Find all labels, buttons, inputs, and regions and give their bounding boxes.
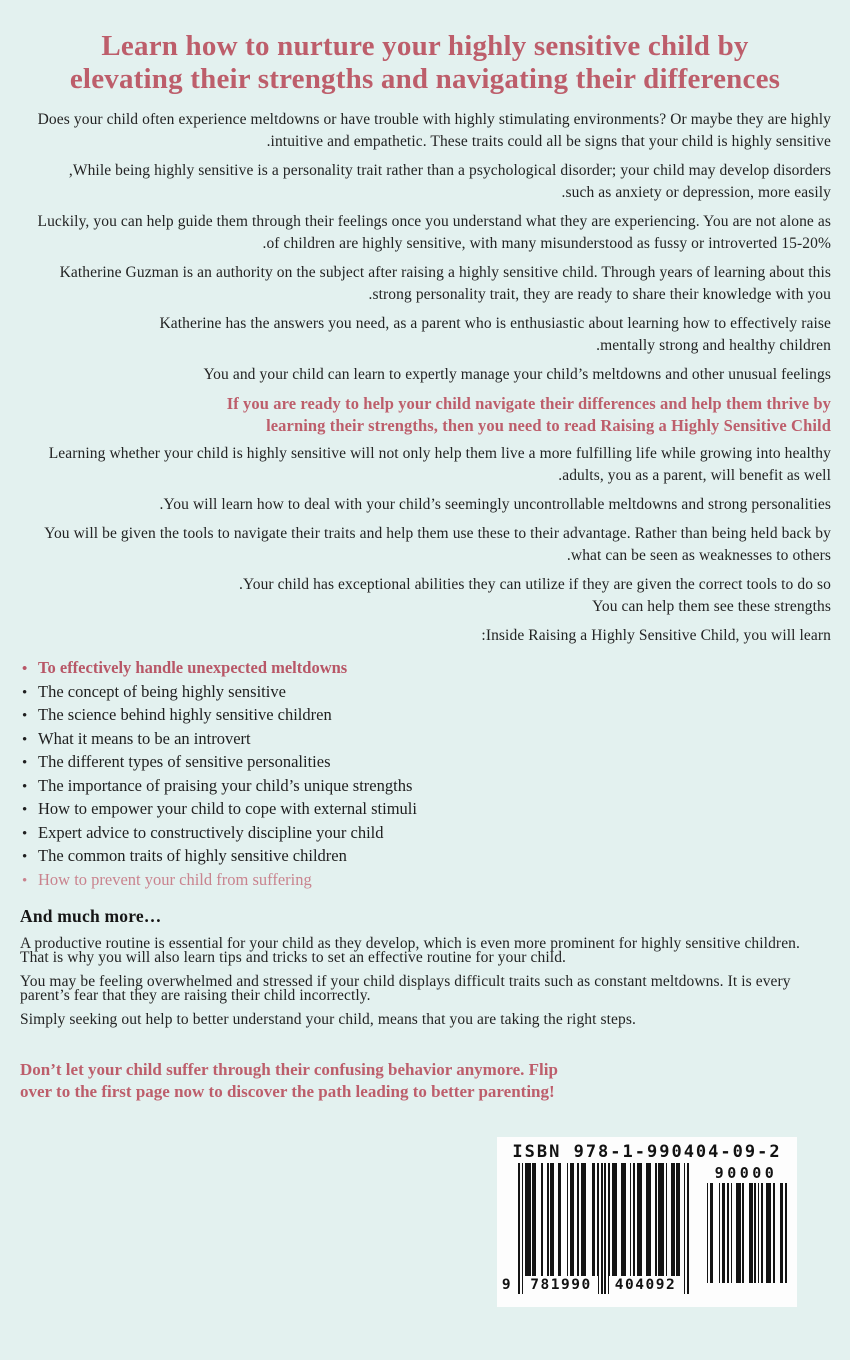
barcode-bar: [766, 1183, 771, 1283]
text-line: :Inside Raising a Highly Sensitive Child, you will learn: [481, 627, 831, 644]
body-paragraph: [20, 443, 831, 487]
accent-paragraph: [20, 393, 831, 436]
text-line: Learning whether your child is highly sensitive will not only help them live a more fulfilling life while growing into healthy: [48, 445, 831, 462]
text-line: parent’s fear that they are raising their child incorrectly.: [20, 986, 371, 1004]
bullet-icon: •: [22, 755, 28, 771]
ean13-digits: [501, 1163, 689, 1294]
list-item-label: The concept of being highly sensitive: [38, 681, 286, 701]
list-item-label: Expert advice to constructively discipline your child: [38, 822, 384, 842]
bullet-icon: •: [22, 849, 28, 865]
body-paragraph: [20, 211, 831, 255]
bullet-icon: •: [22, 661, 28, 677]
text-line: Does your child often experience meltdowns or have trouble with highly stimulating environments? Or maybe they are highly: [37, 111, 831, 128]
barcode-bar: [731, 1183, 733, 1283]
text-line: .intuitive and empathetic. These traits could all be signs that your child is highly sensitive: [266, 133, 831, 150]
text-line: You can help them see these strengths: [592, 598, 831, 615]
barcode-bar: [742, 1183, 744, 1283]
bullet-icon: •: [22, 708, 28, 724]
list-item: [22, 727, 850, 751]
barcode-bar: [736, 1183, 741, 1283]
list-item: [22, 703, 850, 727]
list-item: [22, 774, 850, 798]
barcode-bar: [707, 1183, 709, 1283]
list-item-label: The common traits of highly sensitive children: [38, 846, 347, 865]
list-item: [22, 750, 850, 774]
list-item-label: The different types of sensitive personalities: [38, 752, 331, 771]
intro-paragraphs: [0, 109, 850, 647]
body-paragraph: [20, 574, 831, 618]
bullet-icon: •: [22, 802, 28, 818]
barcode-bar: [758, 1183, 760, 1283]
text-line: Katherine Guzman is an authority on the subject after raising a highly sensitive child. Through years of learning about this: [59, 264, 831, 281]
benefits-list: [0, 656, 850, 891]
body-paragraph: [20, 494, 831, 516]
call-to-action: [0, 1059, 850, 1103]
text-line: If you are ready to help your child navigate their differences and help them thrive by: [226, 394, 831, 413]
text-line: .Your child has exceptional abilities they can utilize if they are given the correct tools to do so: [239, 576, 831, 593]
barcode-panel: [497, 1137, 797, 1307]
ean13-digit-first: 9: [501, 1277, 513, 1293]
text-line: .such as anxiety or depression, more easily: [561, 184, 831, 201]
list-item-label: To effectively handle unexpected meltdowns: [38, 658, 348, 677]
barcode-bar: [780, 1183, 783, 1283]
barcode-bar: [754, 1183, 756, 1283]
body-paragraph: [20, 523, 831, 567]
list-item: [22, 821, 850, 845]
barcode-bar: [710, 1183, 713, 1283]
bullet-icon: •: [22, 872, 28, 889]
list-item-label: How to empower your child to cope with external stimuli: [38, 799, 417, 818]
text-line: ,While being highly sensitive is a personality trait rather than a psychological disorder; your child may develop disorders: [68, 162, 831, 179]
list-item: [22, 680, 850, 704]
list-item: [22, 868, 850, 892]
ean13-digits-left: 781990: [524, 1276, 598, 1294]
text-line: Simply seeking out help to better understand your child, means that you are taking the right steps.: [20, 1011, 636, 1028]
barcode-bar: [722, 1183, 725, 1283]
text-line: .of children are highly sensitive, with many misunderstood as fussy or introverted 15-20%: [262, 235, 831, 252]
text-line: .You will learn how to deal with your child’s seemingly uncontrollable meltdowns and strong personalities: [159, 496, 831, 513]
cta-line: Don’t let your child suffer through their confusing behavior anymore. Flip: [20, 1059, 558, 1079]
barcode-bar: [749, 1183, 752, 1283]
text-line: You may be feeling overwhelmed and stressed if your child displays difficult traits such as constant meltdowns. It is every: [20, 973, 791, 990]
list-item: [22, 797, 850, 821]
body-paragraph: [20, 1013, 850, 1027]
headline-line-1: Learn how to nurture your highly sensitive child by: [101, 30, 749, 62]
list-item-label: The importance of praising your child’s unique strengths: [38, 775, 413, 795]
body-paragraph: [20, 625, 831, 647]
ean13-digits-right: 404092: [609, 1276, 682, 1294]
bullet-icon: •: [22, 825, 28, 842]
bullet-icon: •: [22, 731, 28, 748]
body-paragraph: [20, 160, 831, 204]
text-line: .mentally strong and healthy children: [596, 337, 831, 354]
cta-line: over to the first page now to discover the path leading to better parenting!: [20, 1081, 555, 1101]
supplement-value: 90000: [714, 1164, 778, 1182]
text-line: You and your child can learn to expertly manage your child’s meltdowns and other unusual feelings: [203, 366, 831, 383]
text-line: That is why you will also learn tips and tricks to set an effective routine for your child.: [20, 948, 567, 966]
text-line: Luckily, you can help guide them through their feelings once you understand what they are experiencing. You are not alone as: [37, 213, 831, 230]
barcode-bar: [761, 1183, 763, 1283]
body-paragraph: [20, 262, 831, 306]
text-line: learning their strengths, then you need to read Raising a Highly Sensitive Child: [266, 415, 831, 435]
text-line: .what can be seen as weaknesses to others: [566, 547, 831, 564]
barcode-bar: [727, 1183, 729, 1283]
isbn-label: ISBN 978-1-990404-09-2: [512, 1142, 782, 1162]
list-item-label: What it means to be an introvert: [38, 728, 251, 748]
headline-line-2: elevating their strengths and navigating their differences: [69, 63, 781, 95]
supplement-barcode: [705, 1183, 787, 1283]
bullet-icon: •: [22, 778, 28, 795]
barcode-bar: [773, 1183, 775, 1283]
body-paragraph: [20, 975, 850, 1002]
barcode-bar: [785, 1183, 787, 1283]
text-line: You will be given the tools to navigate their traits and help them use these to their advantage. Rather than being held back by: [44, 525, 831, 542]
text-line: Katherine has the answers you need, as a parent who is enthusiastic about learning how to effectively raise: [159, 315, 831, 332]
list-item-label: How to prevent your child from suffering: [38, 869, 312, 889]
body-paragraph: [20, 313, 831, 357]
list-item: [22, 656, 850, 680]
list-item: [22, 844, 850, 868]
text-line: .adults, you as a parent, will benefit as well: [558, 467, 831, 484]
and-much-more-heading: And much more…: [20, 906, 162, 926]
body-paragraph: [20, 937, 850, 964]
body-paragraph: [20, 109, 831, 153]
closing-paragraphs: [0, 937, 850, 1027]
bullet-icon: •: [22, 684, 28, 701]
body-paragraph: [20, 364, 831, 386]
barcode-bar: [719, 1183, 721, 1283]
list-item-label: The science behind highly sensitive children: [38, 705, 332, 724]
text-line: .strong personality trait, they are ready to share their knowledge with you: [368, 286, 831, 303]
text-line: A productive routine is essential for your child as they develop, which is even more prominent for highly sensitive children.: [20, 935, 800, 952]
headline: [0, 0, 850, 96]
